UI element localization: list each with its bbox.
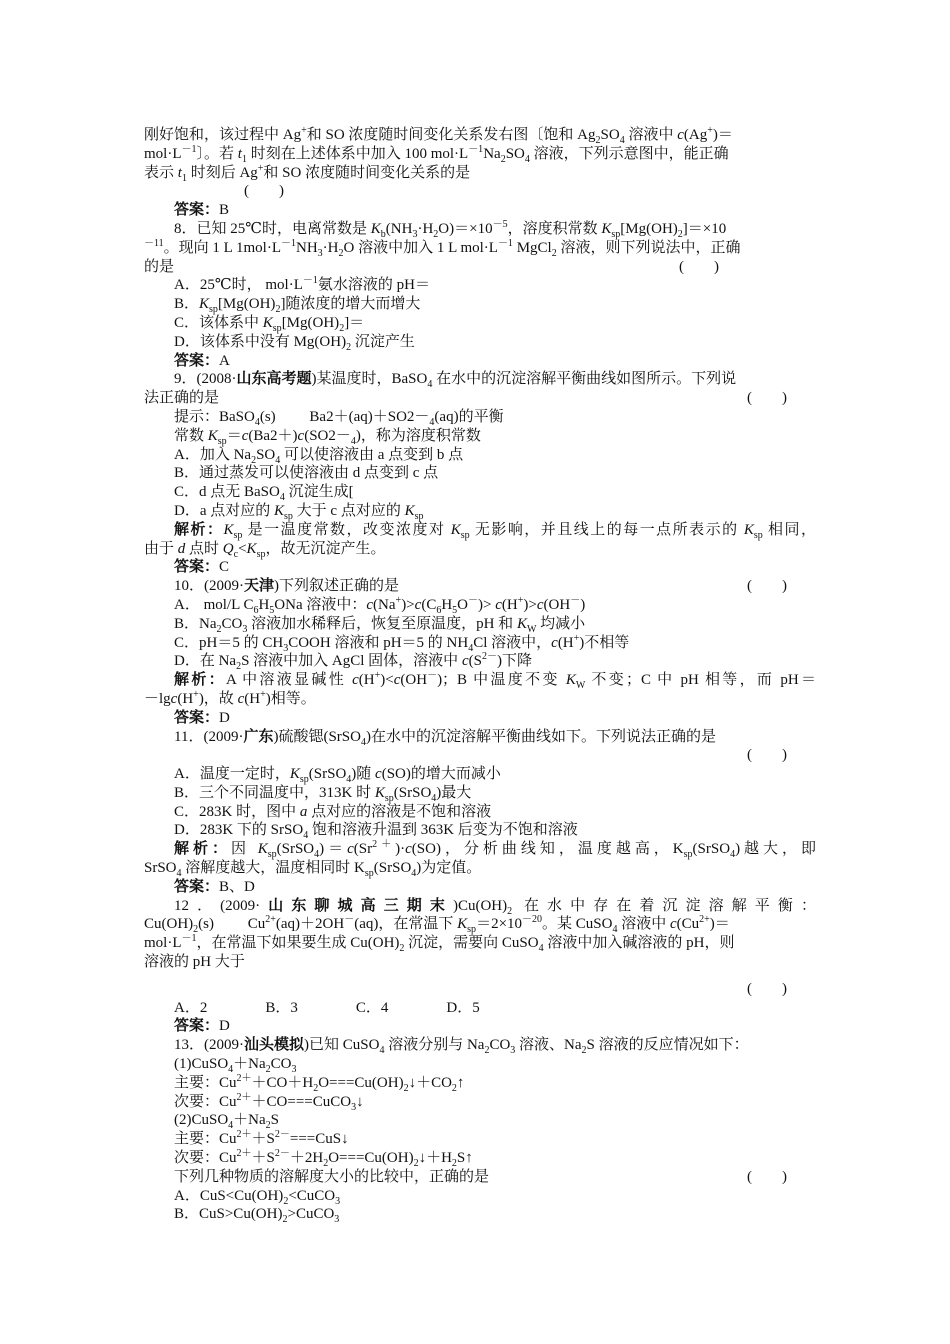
text-line: C．该体系中 $K_{sp}[Mg(OH)_2]=$ [174,314,365,334]
text-line: B．$CuS>Cu(OH)_2>CuCO_3$ [174,1206,340,1226]
text-line: 答案：A [174,352,230,369]
text-line: A．$CuS<Cu(OH)_2<CuCO_3$ [174,1187,341,1207]
text-line: 溶液的 pH 大于 [144,954,245,971]
text-line: A．2 B．3 C．4 D．5 [174,999,480,1016]
text-line: 表示 $t_1$ 时刻后 Ag+和 SO 浓度随时间变化关系的是 [144,162,471,184]
text-line: 答案：C [174,559,230,576]
text-line: B．三个不同温度中，313K 时 $K_{sp}(SrSO_4)$最大 [174,784,472,804]
text-line: D．283K 下的 SrSO$_4$ 饱和溶液升温到 363K 后变为不饱和溶液 [174,822,578,842]
text-line: $mol\cdot L^{-1}$，在常温下如果要生成 $Cu(OH)_2$ 沉淀，需要向 CuSO$_4$ 溶液中加入碱溶液的 pH，则 [144,933,735,955]
text-line: A．温度一定时，$K_{sp}(SrSO_4)$随 c(SO)的增大而减小 [174,766,501,786]
text-line: A．加入 $Na_2SO_4$ 可以使溶液由 a 点变到 b 点 [174,446,464,466]
text-line: 12．(2009·山东聊城高三期末)$Cu(OH)_2$ 在水中存在着沉淀溶解平衡： [174,897,816,917]
text-line: 答案：B、D [174,878,255,895]
text-line: 解析：因 $K_{sp}(SrSO_4)=c(Sr^{2+})\cdot c(SO)$，分析曲线知，温度越高，$K_{sp}(SrSO_4)$越大，即 [174,839,817,861]
document-page [144,126,816,1224]
text-line: $^{-11}$。现向 1 L $1mol\cdot L^{-1}NH_3\cdot H_2O$ 溶液中加入 1 L $mol\cdot L^{-1}$ MgCl$_2$ 溶液，则下列说法中，正确 [144,237,741,259]
text-line: 答案：B [174,202,230,219]
text-line: 解析：$K_{sp}$ 是一温度常数，改变浓度对 $K_{sp}$ 无影响，并且线上的每一点所表示的 $K_{sp}$ 相同， [174,521,816,541]
text-line: ( ) [244,183,284,200]
text-line: 次要：$Cu^{2+}+CO===CuCO_3↓$ [174,1091,364,1113]
text-line: B．通过蒸发可以使溶液由 d 点变到 c 点 [174,465,439,482]
text-line: $Cu(OH)_2(s)$ $Cu^{2+}(aq)+2OH^-(aq)$，在常温下 $K_{sp}=2\times 10^{-20}$。某 CuSO$_4$ 溶液中 $c(Cu^{2+})=$ [144,914,730,936]
text-line: －lgc(H+)，故 c(H+)相等。 [144,688,316,707]
text-line: 常数 $K_{sp}=c(Ba2+)c(SO2-_4)$，称为溶度积常数 [174,427,481,447]
text-line: D．在 $Na_2S$ 溶液中加入 AgCl 固体，溶液中 $c(S^{2-})$下降 [174,651,532,673]
text-line: C．pH＝5 的 $CH_3COOH$ 溶液和 pH＝5 的 $NH_4Cl$ 溶液中，c(H+)不相等 [174,632,630,654]
text-line: 提示：BaSO$_4$(s) $Ba2+(aq)+SO2-_4(aq)$的平衡 [174,408,504,428]
text-line: 解析：A 中溶液显碱性 c(H+)<c(OH－)；B 中温度不变 $K_W$ 不变；C 中 pH 相等，而 pH＝ [174,670,816,692]
text-line: 10．(2009·天津)下列叙述正确的是 ( ) [174,578,787,595]
text-line: A． mol/L $C_6H_5ONa$ 溶液中：$c(Na^+)>c(C_6H_5O^-)> c(H^+)>c(OH^-)$ [174,594,586,616]
text-line: 答案：D [174,1018,230,1035]
text-line: 下列几种物质的溶解度大小的比较中，正确的是 ( ) [174,1168,787,1185]
text-line: 8．已知 25℃时，电离常数是 $K_b(NH_3\cdot H_2O)=\times 10^{-5}$，溶度积常数 $K_{sp}[Mg(OH)_2]=\times 10$ [174,218,727,240]
text-line: A．25℃时， $mol\cdot L^{-1}$氨水溶液的 pH＝ [174,275,430,294]
text-line: D．该体系中没有 $Mg(OH)_2$ 沉淀产生 [174,333,415,353]
text-line: ( ) [747,747,787,764]
text-line: 刚好饱和，该过程中 Ag+和 SO 浓度随时间变化关系发右图〔饱和 $Ag_2SO_4$ 溶液中 c(Ag+)＝ [144,125,733,146]
text-line: 11．(2009·广东)硫酸锶(SrSO$_4$)在水中的沉淀溶解平衡曲线如下。下列说法正确的是 [174,728,716,748]
text-line: 主要：$Cu^{2+}+S^{2-}===CuS↓$ [174,1129,349,1148]
text-line: 9．(2008·山东高考题)某温度时，BaSO$_4$ 在水中的沉淀溶解平衡曲线如图所示。下列说 [174,371,737,391]
text-line: 主要：$Cu^{2+}+CO+H_2O===Cu(OH)_2↓+CO_2↑$ [174,1072,465,1094]
text-line: 的是 ( ) [144,258,719,275]
text-line: $(1)CuSO_4+Na_2CO_3$ [174,1056,297,1076]
text-line: B．$Na_2CO_3$ 溶液加水稀释后，恢复至原温度，pH 和 $K_W$ 均减小 [174,615,586,635]
text-line: D．a 点对应的 $K_{sp}$ 大于 c 点对应的 $K_{sp}$ [174,502,424,522]
text-line: 13．(2009·汕头模拟)已知 CuSO$_4$ 溶液分别与 $Na_2CO_3$ 溶液、$Na_2S$ 溶液的反应情况如下： [174,1037,749,1057]
text-line: 答案：D [174,709,230,726]
text-line: C．d 点无 BaSO$_4$ 沉淀生成[ [174,484,354,504]
text-line: 次要：$Cu^{2+}+S^{2-}+2H_2O===Cu(OH)_2↓+H_2S↑$ [174,1148,473,1170]
text-line: $mol\cdot L^{-1}$〕。若 $t_1$ 时刻在上述体系中加入 100 $mol\cdot L^{-1}Na_2SO_4$ 溶液，下列示意图中，能正确 [144,143,729,165]
text-line: SrSO$_4$ 溶解度越大，温度相同时 $K_{sp}(SrSO_4)$为定值。 [144,860,482,880]
text-line: 法正确的是 ( ) [144,390,787,407]
text-line: 由于 d 点时 $Q_c<K_{sp}$，故无沉淀产生。 [144,540,386,560]
text-line: C．283K 时，图中 a 点对应的溶液是不饱和溶液 [174,803,492,820]
text-line: B．$K_{sp}[Mg(OH)_2]$随浓度的增大而增大 [174,296,421,316]
text-line: $(2)CuSO_4+Na_2S$ [174,1112,280,1132]
text-line: ( ) [747,980,787,997]
